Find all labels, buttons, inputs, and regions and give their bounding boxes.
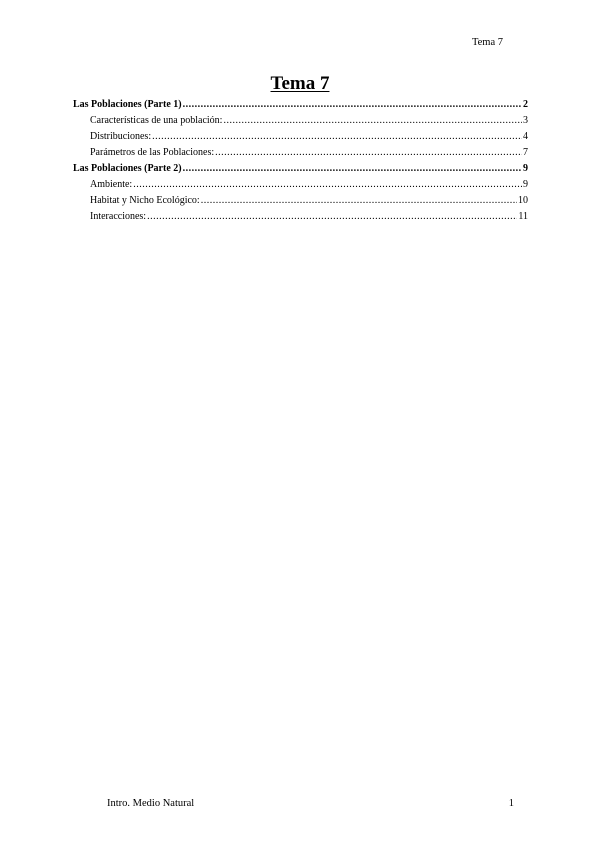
toc-leader-dots	[201, 195, 517, 206]
toc-entry[interactable]	[73, 147, 528, 163]
toc-entry[interactable]	[73, 115, 528, 131]
toc-entry[interactable]	[73, 99, 528, 115]
toc-entry-label: Características de una población:	[90, 115, 223, 126]
toc-leader-dots	[147, 211, 517, 222]
table-of-contents	[73, 99, 528, 227]
toc-entry-page: 9	[523, 163, 528, 174]
toc-entry[interactable]	[73, 131, 528, 147]
toc-leader-dots	[183, 99, 522, 110]
toc-entry-page: 4	[523, 131, 528, 142]
footer-course-name: Intro. Medio Natural	[107, 798, 195, 809]
toc-entry[interactable]	[73, 195, 528, 211]
toc-entry-label: Habitat y Nicho Ecológico:	[90, 195, 200, 206]
toc-leader-dots	[223, 115, 522, 126]
toc-entry-page: 10	[518, 195, 528, 206]
toc-entry-page: 9	[523, 179, 528, 190]
toc-entry[interactable]	[73, 179, 528, 195]
toc-leader-dots	[215, 147, 522, 158]
toc-entry-page: 7	[523, 147, 528, 158]
toc-entry-label: Interacciones:	[90, 211, 147, 222]
running-title: Tema 7	[471, 37, 503, 48]
toc-entry-label: Parámetros de las Poblaciones:	[90, 147, 215, 158]
toc-leader-dots	[152, 131, 522, 142]
toc-entry[interactable]	[73, 211, 528, 227]
footer-page-number: 1	[508, 798, 514, 809]
toc-entry-page: 11	[518, 211, 528, 222]
toc-entry-label: Las Poblaciones (Parte 1)	[73, 99, 182, 110]
toc-entry-label: Las Poblaciones (Parte 2)	[73, 163, 182, 174]
toc-entry[interactable]	[73, 163, 528, 179]
toc-entry-page: 2	[523, 99, 528, 110]
document-title: Tema 7	[270, 73, 330, 94]
toc-entry-page: 3	[523, 115, 528, 126]
toc-entry-label: Distribuciones:	[90, 131, 152, 142]
toc-leader-dots	[133, 179, 522, 190]
toc-leader-dots	[183, 163, 522, 174]
toc-entry-label: Ambiente:	[90, 179, 133, 190]
